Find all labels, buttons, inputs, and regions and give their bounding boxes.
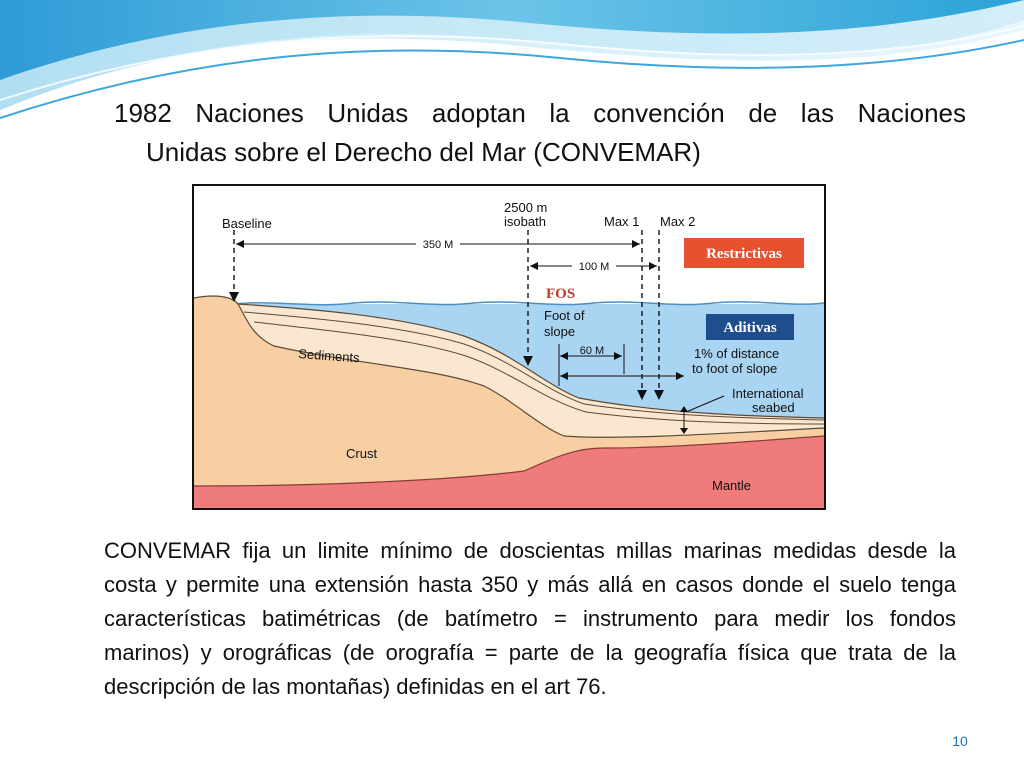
fos-label: FOS (546, 286, 576, 302)
distance-100-label: 100 M (578, 261, 610, 273)
restrictivas-label: Restrictivas (706, 246, 782, 262)
continental-shelf-diagram (192, 184, 826, 510)
international-seabed-line1: International (732, 386, 804, 401)
isobath-label-line2: isobath (504, 214, 546, 229)
percent-distance-line2: to foot of slope (692, 361, 778, 376)
max1-label: Max 1 (604, 214, 640, 229)
foot-of-slope-line2: slope (544, 324, 576, 339)
foot-of-slope-line1: Foot of (544, 308, 585, 323)
distance-60-label: 60 M (579, 345, 605, 357)
crust-label: Crust (346, 446, 378, 461)
body-paragraph: CONVEMAR fija un limite mínimo de doscientas millas marinas medidas desde la costa y permite una extensión hasta 350 y más allá en casos donde el suelo tenga características batimétricas (de batímetro = instrumento para medir los fondos marinos) y orográficas (de orografía = parte de la geografía física que trata de la descripción de las montañas) definidas en el art 76. (104, 538, 956, 699)
percent-distance-line1: 1% of distance (694, 346, 780, 361)
slide-heading-line2: Unidas sobre el Derecho del Mar (CONVEMAR) (146, 137, 701, 167)
distance-350-label: 350 M (422, 239, 454, 251)
slide-heading: 1982 Naciones Unidas adoptan la convención de las Naciones (114, 98, 966, 128)
max2-label: Max 2 (660, 214, 696, 229)
mantle-label: Mantle (712, 478, 752, 493)
baseline-label: Baseline (222, 216, 272, 231)
international-seabed-line2: seabed (752, 400, 795, 415)
isobath-label-line1: 2500 m (504, 200, 548, 215)
aditivas-label: Aditivas (723, 320, 777, 336)
sediments-label: Sediments (297, 346, 361, 366)
page-number: 10 (952, 733, 968, 749)
